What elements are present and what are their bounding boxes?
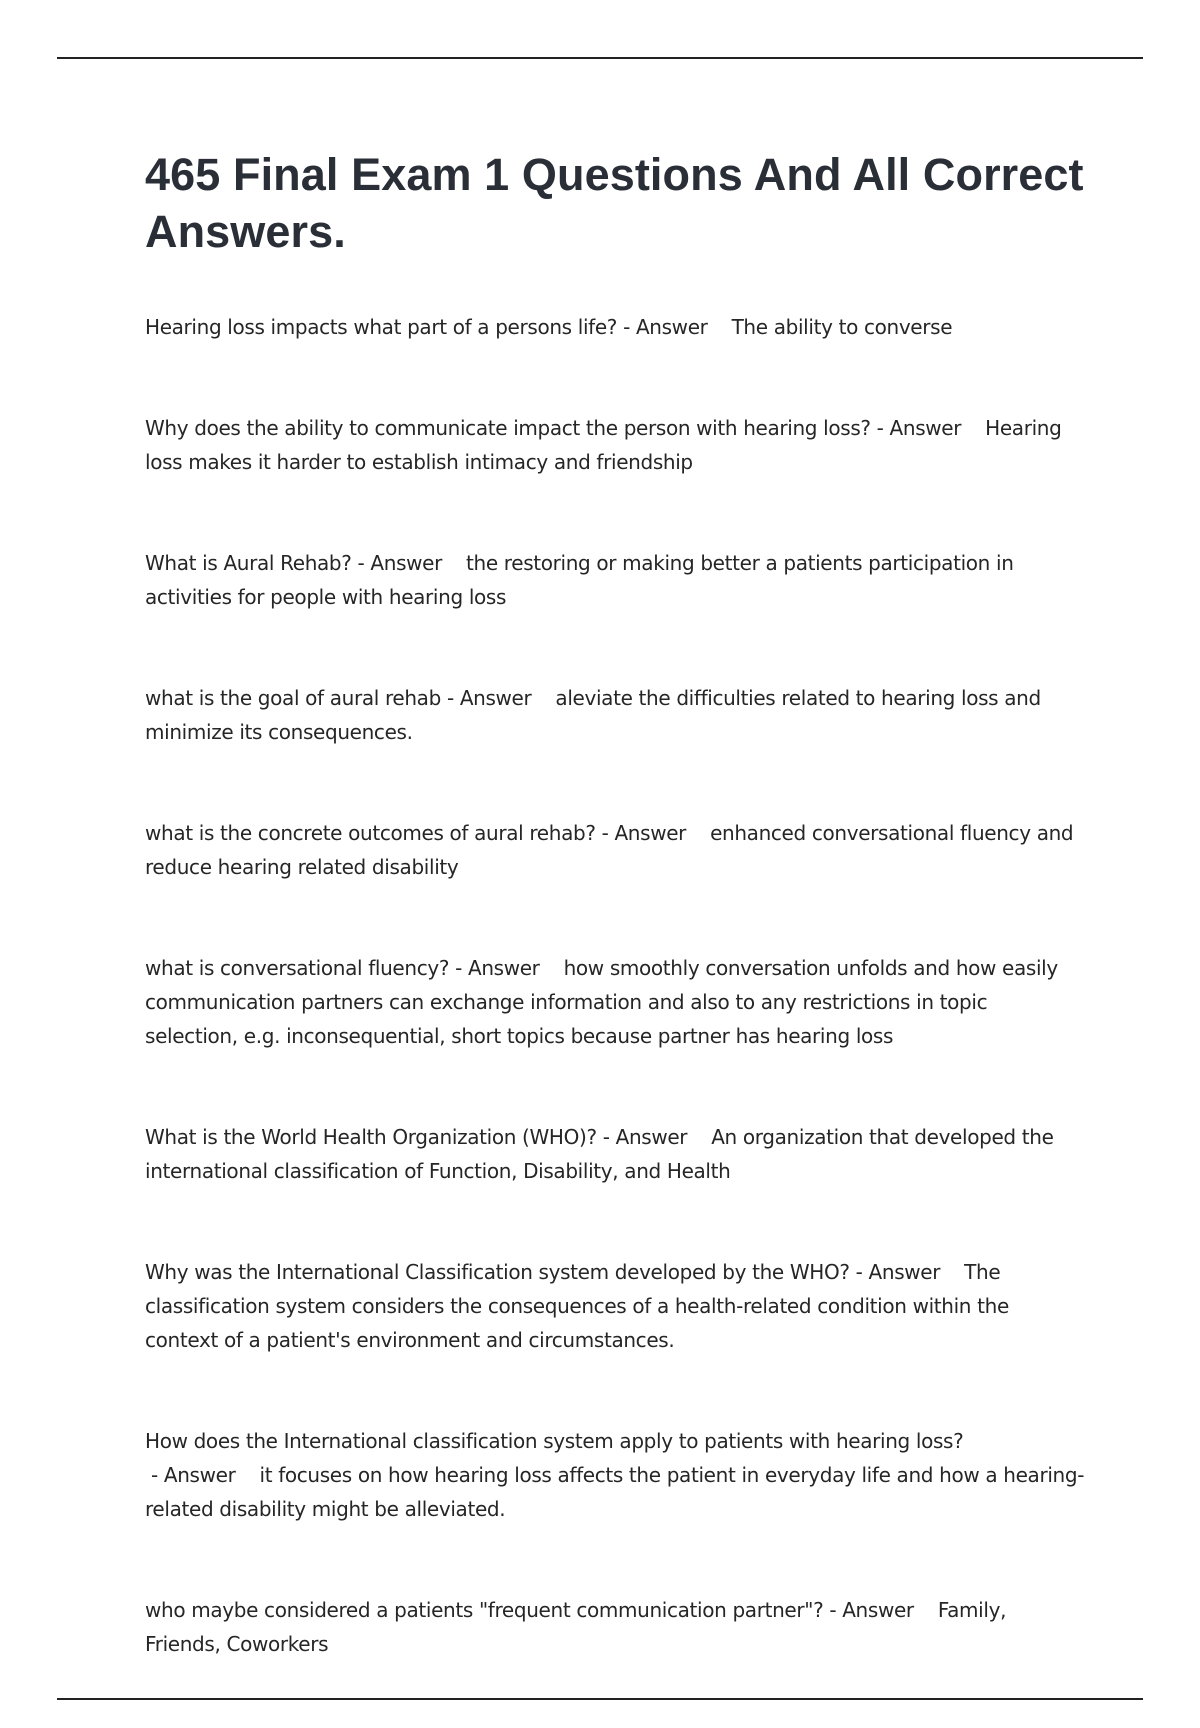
qa-item [145,310,1085,344]
answer-separator: - Answer [617,315,732,339]
question-text: Hearing loss impacts what part of a persons life? [145,315,618,339]
answer-separator: - Answer [870,416,986,440]
answer-text: it focuses on how hearing loss affects the patient in everyday life and how a hearing-related disability might be alleviated. [145,1463,1085,1521]
question-text: What is the World Health Organization (WHO)? [145,1125,597,1149]
question-text: what is the goal of aural rehab [145,686,441,710]
answer-text: The classification system considers the consequences of a health-related condition within the context of a patient's environment and circumstances. [145,1260,1009,1352]
answer-text: aleviate the difficulties related to hearing loss and minimize its consequences. [145,686,1041,744]
qa-item [145,411,1085,479]
answer-text: Family, Friends, Coworkers [145,1598,1007,1656]
qa-item [145,816,1085,884]
answer-separator: - Answer [351,551,467,575]
answer-separator: - Answer [596,1125,712,1149]
qa-item [145,1424,1085,1526]
question-text: Why was the International Classification system developed by the WHO? [145,1260,850,1284]
answer-text: Hearing loss makes it harder to establish intimacy and friendship [145,416,1062,474]
answer-text: enhanced conversational fluency and reduce hearing related disability [145,821,1074,879]
qa-item [145,951,1085,1053]
qa-item [145,681,1085,749]
top-divider [57,57,1143,59]
answer-separator: - Answer [145,1463,260,1487]
qa-item [145,546,1085,614]
question-text: What is Aural Rehab? [145,551,352,575]
qa-item [145,1255,1085,1357]
question-text: Why does the ability to communicate impact the person with hearing loss? [145,416,871,440]
document-page [145,146,1085,1728]
answer-text: how smoothly conversation unfolds and how easily communication partners can exchange information and also to any restrictions in topic selection, e.g. inconsequential, short topics because partner has hearing loss [145,956,1058,1048]
answer-separator: - Answer [440,686,556,710]
question-text: who maybe considered a patients "frequent communication partner"? [145,1598,824,1622]
answer-separator: - Answer [595,821,711,845]
answer-text: The ability to converse [731,315,953,339]
answer-text: the restoring or making better a patients participation in activities for people with hearing loss [145,551,1014,609]
question-text: what is the concrete outcomes of aural rehab? [145,821,596,845]
qa-item [145,1120,1085,1188]
qa-item [145,1593,1085,1661]
answer-separator: - Answer [449,956,564,980]
answer-text: An organization that developed the international classification of Function, Disability, and Health [145,1125,1054,1183]
answer-separator: - Answer [823,1598,938,1622]
question-text: How does the International classification system apply to patients with hearing loss? [145,1429,964,1453]
question-text: what is conversational fluency? [145,956,450,980]
qa-list [145,310,1085,1661]
document-title: 465 Final Exam 1 Questions And All Correct Answers. [145,149,1084,257]
answer-separator: - Answer [849,1260,965,1284]
